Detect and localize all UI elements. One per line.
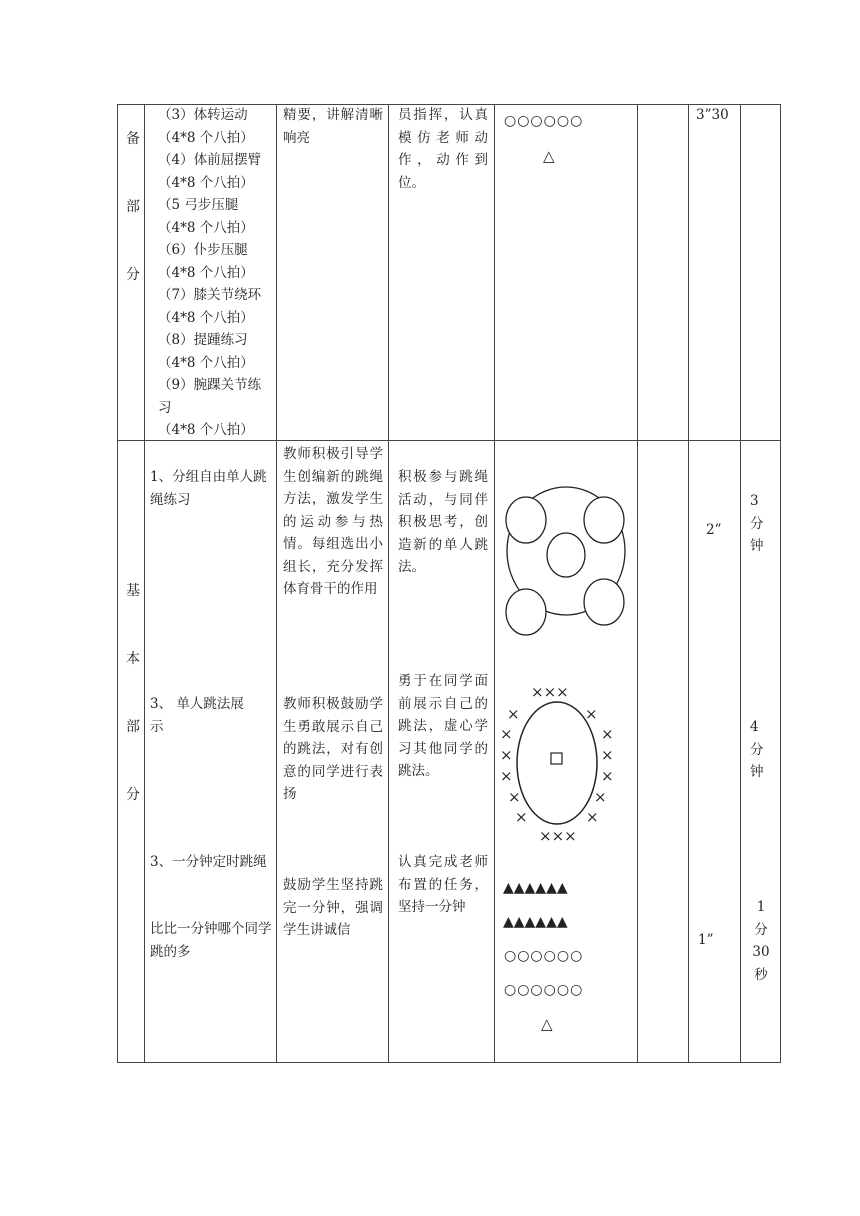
student-mark-x: ××× (539, 827, 577, 845)
formation-row-triangles: ▲▲▲▲▲▲ (503, 914, 568, 930)
section-label-char: 部 (126, 199, 140, 215)
student-mark-x: × (585, 705, 598, 723)
student-mark-x: × (601, 746, 614, 764)
activity-1-student: 积极参与跳绳活动，与同伴积极思考，创造新的单人跳法。 (398, 469, 488, 575)
activity-1-duration: 3 分 钟 (750, 493, 764, 554)
student-mark-x: × (508, 788, 521, 806)
student-mark-x: × (500, 767, 513, 785)
section-label-char: 分 (126, 787, 140, 803)
section-label-char: 备 (126, 131, 140, 147)
prep-student-activity: 员指挥，认真模仿老师动作，动作到位。 (398, 107, 488, 191)
formation-teacher-mark: △ (541, 1015, 553, 1033)
prep-exercise-list: （3）体转运动 （4*8 个八拍） （4）体前屈摆臂 （4*8 个八拍） （5 弓步压腿 （4*8 个八拍） （6）仆步压腿 （4*8 个八拍） （7）膝关节绕环 （4*8 个八拍） （8）提踵练习 （4*8 个八拍） （9）腕踝关节练 习 （4*8 个八拍） (158, 107, 262, 438)
student-mark-x: × (601, 725, 614, 743)
section-label-char: 基 (126, 583, 140, 599)
activity-2-content: 3、 单人跳法展 示 (150, 696, 244, 735)
activity-2-student: 勇于在同学面前展示自己的跳法，虚心学习其他同学的跳法。 (398, 673, 488, 779)
activity-2-teacher: 教师积极鼓励学生勇敢展示自己的跳法，对有创意的同学进行表扬 (283, 696, 383, 802)
prep-teacher-activity: 精要，讲解清晰响亮 (283, 107, 383, 146)
formation-row-circles: ○○○○○○ (504, 948, 584, 964)
activity-3-duration: 1 分 30 秒 (752, 899, 770, 983)
activity-3-content: 3、一分钟定时跳绳 (150, 854, 267, 870)
activity-1-time: 2” (706, 522, 722, 538)
formation-row-triangles: ▲▲▲▲▲▲ (503, 880, 568, 896)
group-formation-diagram (506, 487, 625, 635)
student-mark-x: × (586, 808, 599, 826)
student-mark-x: ××× (531, 683, 569, 701)
activity-1-content: 1、分组自由单人跳绳练习 (150, 469, 267, 508)
activity-2-duration: 4 分 钟 (750, 719, 764, 780)
student-mark-x: × (515, 808, 528, 826)
prep-formation-circles: ○○○○○○ (504, 113, 584, 129)
formation-row-circles: ○○○○○○ (504, 982, 584, 998)
student-mark-x: × (500, 746, 513, 764)
student-mark-x: × (507, 705, 520, 723)
prep-time: 3”30 (696, 107, 729, 123)
activity-3-teacher: 鼓励学生坚持跳完一分钟，强调学生讲诚信 (283, 877, 383, 938)
activity-3-student: 认真完成老师布置的任务，坚持一分钟 (398, 854, 488, 915)
activity-1-teacher: 教师积极引导学生创编新的跳绳方法，激发学生的运动参与热情。每组选出小组长，充分发挥体育骨干的作用 (283, 446, 383, 597)
student-mark-x: × (500, 725, 513, 743)
activity-3-extra: 比比一分钟哪个同学跳的多 (150, 921, 272, 960)
prep-formation-teacher: △ (543, 147, 555, 165)
student-mark-x: × (594, 788, 607, 806)
student-mark-x: × (601, 767, 614, 785)
activity-3-time: 1” (698, 932, 714, 948)
section-label-char: 分 (126, 267, 140, 283)
section-label-char: 部 (126, 719, 140, 735)
section-label-char: 本 (126, 651, 140, 667)
